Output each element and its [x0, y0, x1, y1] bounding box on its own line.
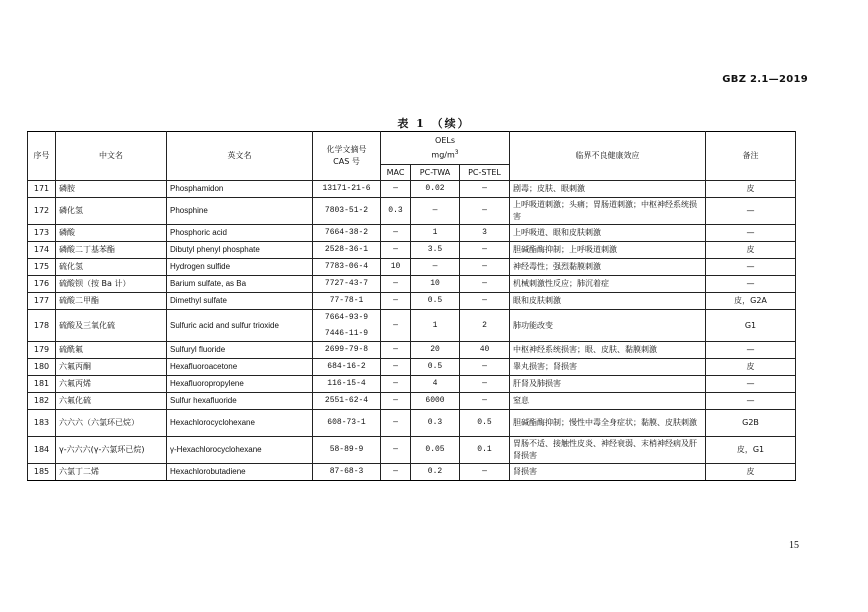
cell-seq: 176: [28, 276, 56, 293]
cell-effect: 肺功能改变: [510, 310, 706, 342]
table-row: [28, 310, 796, 342]
cell-remark: 皮: [706, 464, 796, 481]
cell-remark: G1: [706, 310, 796, 342]
cell-pc-twa: 0.5: [411, 293, 460, 310]
table-row: [28, 393, 796, 410]
cell-en-name: Hexafluoropropylene: [167, 376, 313, 393]
cell-effect: 上呼吸道刺激；头痛；胃肠道刺激；中枢神经系统损害: [510, 198, 706, 225]
cell-remark: —: [706, 376, 796, 393]
cell-en-name: Dimethyl sulfate: [167, 293, 313, 310]
cell-mac: —: [381, 437, 411, 464]
cell-mac: —: [381, 181, 411, 198]
cell-effect: 胃肠不适、接触性皮炎、神经衰弱、末梢神经病及肝肾损害: [510, 437, 706, 464]
cell-pc-twa: 3.5: [411, 242, 460, 259]
cell-cas: 13171-21-6: [313, 181, 381, 198]
header-oels: [381, 132, 510, 165]
cell-effect: 眼和皮肤刺激: [510, 293, 706, 310]
cell-pc-stel: 40: [460, 342, 510, 359]
table-row: [28, 181, 796, 198]
cell-seq: 181: [28, 376, 56, 393]
cell-en-name: Barium sulfate, as Ba: [167, 276, 313, 293]
cell-cas: 7803-51-2: [313, 198, 381, 225]
cell-cn-name: 六氟化硫: [56, 393, 167, 410]
cell-pc-stel: —: [460, 276, 510, 293]
cell-en-name: Phosphine: [167, 198, 313, 225]
cell-remark: —: [706, 276, 796, 293]
header-cn-name: 中文名: [56, 132, 167, 181]
cell-cas: [313, 310, 381, 342]
cell-en-name: Sulfur hexafluoride: [167, 393, 313, 410]
cell-pc-twa: 6000: [411, 393, 460, 410]
cell-en-name: Hexachlorocyclohexane: [167, 410, 313, 437]
cell-cas: 116-15-4: [313, 376, 381, 393]
cell-seq: 180: [28, 359, 56, 376]
cell-remark: 皮: [706, 359, 796, 376]
cell-remark: —: [706, 225, 796, 242]
cell-cas: 608-73-1: [313, 410, 381, 437]
cell-pc-twa: 0.3: [411, 410, 460, 437]
table-row: [28, 259, 796, 276]
cell-pc-stel: —: [460, 242, 510, 259]
cell-effect: 机械刺激性反应；肺沉着症: [510, 276, 706, 293]
header-cas-line1: 化学文摘号: [326, 145, 367, 154]
cell-mac: —: [381, 310, 411, 342]
cell-effect: 胆碱酯酶抑制；慢性中毒全身症状；黏膜、皮肤刺激: [510, 410, 706, 437]
cell-seq: 179: [28, 342, 56, 359]
cell-pc-stel: —: [460, 359, 510, 376]
cell-pc-stel: 0.1: [460, 437, 510, 464]
header-cas: [313, 132, 381, 181]
table-row: [28, 198, 796, 225]
cell-en-name: γ-Hexachlorocyclohexane: [167, 437, 313, 464]
cell-pc-twa: 10: [411, 276, 460, 293]
cell-mac: —: [381, 342, 411, 359]
cas-line: 7664-93-9: [324, 312, 369, 322]
cell-mac: 10: [381, 259, 411, 276]
cell-pc-twa: 0.05: [411, 437, 460, 464]
cell-seq: 171: [28, 181, 56, 198]
cell-cn-name: 硫化氢: [56, 259, 167, 276]
cell-mac: —: [381, 242, 411, 259]
cell-cn-name: 磷化氢: [56, 198, 167, 225]
cell-cas: 58-89-9: [313, 437, 381, 464]
cell-cn-name: 硫酸钡（按 Ba 计）: [56, 276, 167, 293]
cell-cn-name: 磷酸: [56, 225, 167, 242]
table-row: [28, 242, 796, 259]
cell-pc-twa: 0.02: [411, 181, 460, 198]
cell-mac: —: [381, 464, 411, 481]
cell-cn-name: 磷酸二丁基苯酯: [56, 242, 167, 259]
cell-effect: 肝肾及肺损害: [510, 376, 706, 393]
header-pc-twa: PC-TWA: [411, 165, 460, 181]
cell-pc-twa: 1: [411, 225, 460, 242]
cell-en-name: Sulfuric acid and sulfur trioxide: [167, 310, 313, 342]
cell-en-name: Sulfuryl fluoride: [167, 342, 313, 359]
cell-en-name: Phosphoric acid: [167, 225, 313, 242]
cell-remark: —: [706, 342, 796, 359]
cell-mac: —: [381, 225, 411, 242]
cell-mac: —: [381, 376, 411, 393]
cell-effect: 肾损害: [510, 464, 706, 481]
cell-remark: 皮: [706, 181, 796, 198]
cell-en-name: Hydrogen sulfide: [167, 259, 313, 276]
cell-en-name: Hexachlorobutadiene: [167, 464, 313, 481]
oel-table: [27, 131, 796, 481]
cell-cas: 7664-38-2: [313, 225, 381, 242]
cell-pc-stel: —: [460, 181, 510, 198]
cell-pc-stel: 3: [460, 225, 510, 242]
cell-pc-stel: 2: [460, 310, 510, 342]
cell-effect: 胆碱酯酶抑制；上呼吸道刺激: [510, 242, 706, 259]
table-title: 表 1 （续）: [397, 117, 471, 130]
cell-cas: 7783-06-4: [313, 259, 381, 276]
cell-effect: 神经毒性；强烈黏膜刺激: [510, 259, 706, 276]
table-row: [28, 276, 796, 293]
cell-remark: 皮，G2A: [706, 293, 796, 310]
header-cas-line2: CAS 号: [333, 157, 360, 166]
cell-seq: 173: [28, 225, 56, 242]
cell-seq: 183: [28, 410, 56, 437]
cell-cn-name: 磷胺: [56, 181, 167, 198]
header-effects: 临界不良健康效应: [510, 132, 706, 181]
cell-seq: 178: [28, 310, 56, 342]
table-row: [28, 464, 796, 481]
cell-seq: 172: [28, 198, 56, 225]
table-row: [28, 342, 796, 359]
cell-pc-stel: —: [460, 376, 510, 393]
cell-cn-name: 六氯丁二烯: [56, 464, 167, 481]
cell-remark: —: [706, 198, 796, 225]
cell-cas: 87-68-3: [313, 464, 381, 481]
table-row: [28, 410, 796, 437]
cell-cn-name: 硫酰氟: [56, 342, 167, 359]
cell-pc-stel: —: [460, 393, 510, 410]
cell-cas: 2528-36-1: [313, 242, 381, 259]
cell-cas: 2699-79-8: [313, 342, 381, 359]
cell-cas: 2551-62-4: [313, 393, 381, 410]
cell-seq: 174: [28, 242, 56, 259]
cell-effect: 睾丸损害；肾损害: [510, 359, 706, 376]
table-row: [28, 359, 796, 376]
cell-remark: —: [706, 259, 796, 276]
cell-cas: 684-16-2: [313, 359, 381, 376]
cell-pc-twa: 1: [411, 310, 460, 342]
cell-effect: 剧毒；皮肤、眼刺激: [510, 181, 706, 198]
table-row: [28, 376, 796, 393]
cell-effect: 窒息: [510, 393, 706, 410]
cell-cn-name: 六氟丙酮: [56, 359, 167, 376]
header-oels-unit: $mg/m^3$: [431, 148, 459, 160]
cell-mac: —: [381, 359, 411, 376]
header-remarks: 备注: [706, 132, 796, 181]
page-number: 15: [789, 540, 799, 551]
cell-cn-name: 硫酸二甲酯: [56, 293, 167, 310]
cell-pc-twa: 20: [411, 342, 460, 359]
cell-pc-stel: —: [460, 259, 510, 276]
cell-pc-twa: —: [411, 198, 460, 225]
cell-pc-twa: 0.5: [411, 359, 460, 376]
cell-mac: —: [381, 410, 411, 437]
cas-line: 7446-11-9: [324, 328, 369, 338]
cell-en-name: Hexafluoroacetone: [167, 359, 313, 376]
document-code: GBZ 2.1—2019: [722, 74, 808, 85]
cell-remark: 皮: [706, 242, 796, 259]
header-oels-line1: OELs: [435, 135, 455, 145]
cell-pc-stel: —: [460, 464, 510, 481]
cell-pc-stel: 0.5: [460, 410, 510, 437]
cell-mac: —: [381, 276, 411, 293]
cell-seq: 182: [28, 393, 56, 410]
cell-remark: —: [706, 393, 796, 410]
header-mac: MAC: [381, 165, 411, 181]
cell-seq: 184: [28, 437, 56, 464]
header-seq: 序号: [28, 132, 56, 181]
cell-remark: G2B: [706, 410, 796, 437]
cell-cn-name: γ-六六六(γ-六氯环已烷): [56, 437, 167, 464]
cell-seq: 177: [28, 293, 56, 310]
table-row: [28, 437, 796, 464]
cell-mac: 0.3: [381, 198, 411, 225]
cell-seq: 175: [28, 259, 56, 276]
cell-pc-twa: —: [411, 259, 460, 276]
table-row: [28, 225, 796, 242]
cell-cas: 7727-43-7: [313, 276, 381, 293]
cell-cn-name: 六六六（六氯环已烷）: [56, 410, 167, 437]
cell-en-name: Dibutyl phenyl phosphate: [167, 242, 313, 259]
cell-effect: 上呼吸道、眼和皮肤刺激: [510, 225, 706, 242]
cell-effect: 中枢神经系统损害；眼、皮肤、黏膜刺激: [510, 342, 706, 359]
cell-cas: 77-78-1: [313, 293, 381, 310]
table-row: [28, 293, 796, 310]
cell-mac: —: [381, 293, 411, 310]
header-pc-stel: PC-STEL: [460, 165, 510, 181]
cell-pc-stel: —: [460, 293, 510, 310]
cell-mac: —: [381, 393, 411, 410]
cell-cn-name: 硫酸及三氧化硫: [56, 310, 167, 342]
cell-seq: 185: [28, 464, 56, 481]
cell-remark: 皮，G1: [706, 437, 796, 464]
cell-cn-name: 六氟丙烯: [56, 376, 167, 393]
cell-pc-twa: 4: [411, 376, 460, 393]
header-en-name: 英文名: [167, 132, 313, 181]
cell-en-name: Phosphamidon: [167, 181, 313, 198]
cell-pc-twa: 0.2: [411, 464, 460, 481]
cell-pc-stel: —: [460, 198, 510, 225]
